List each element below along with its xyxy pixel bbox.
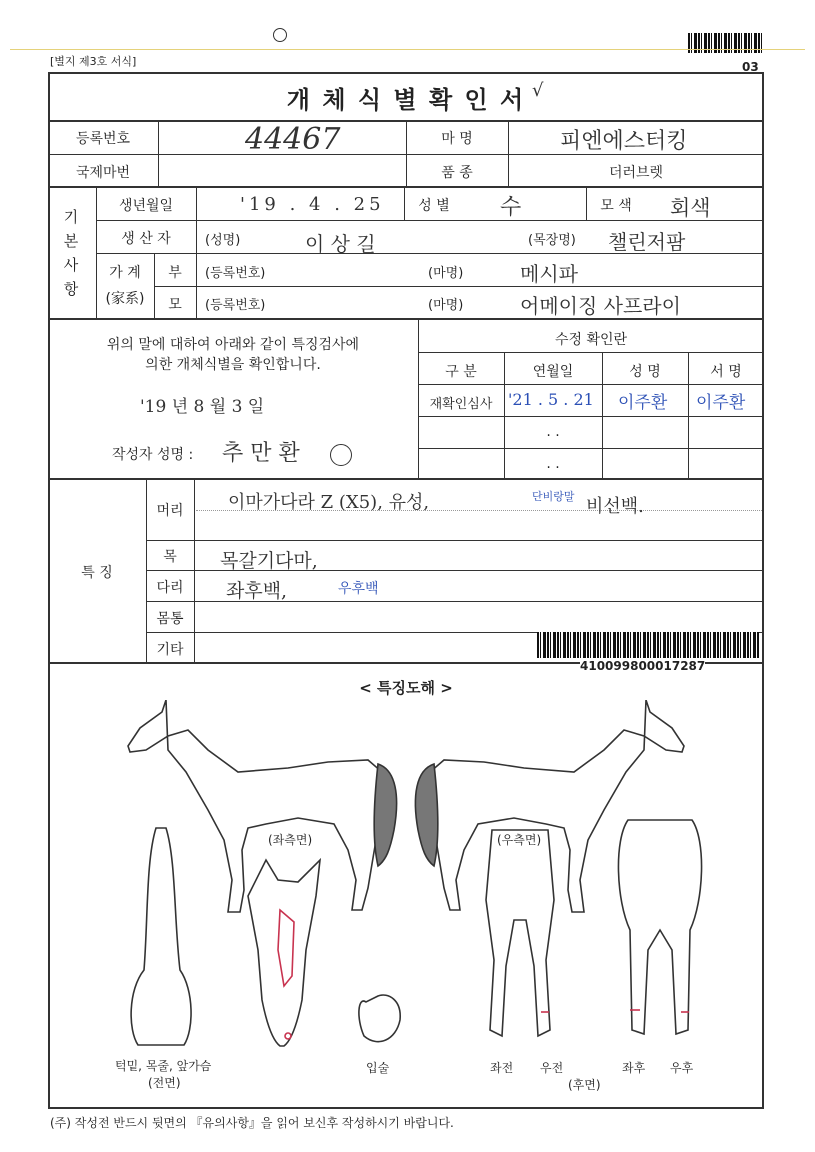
- recheck-name: 이주환: [618, 393, 668, 413]
- top-rule: [10, 49, 805, 50]
- leg-add: 우후백: [338, 581, 379, 597]
- head-add1: 단비랑말: [532, 490, 575, 503]
- basic-section-label: 기본사항: [63, 208, 79, 298]
- color-value: 회색: [670, 196, 711, 220]
- recheck-date: '21 . 5 . 21: [508, 390, 594, 409]
- rear-right-label: 우후: [670, 1061, 694, 1075]
- dam-value: 어메이징 사프라이: [520, 294, 681, 318]
- statement-line2: 의한 개체식별을 확인합니다.: [145, 357, 321, 373]
- page-code: 03: [742, 60, 759, 74]
- col-sign: 서 명: [710, 364, 742, 380]
- etc-label: 기타: [156, 642, 184, 658]
- sire-reg-label: (등록번호): [205, 266, 266, 281]
- producer-name-label: (성명): [205, 233, 241, 248]
- col-date: 연월일: [532, 364, 574, 380]
- dob-value: '19 . 4 . 25: [240, 194, 385, 215]
- left-side-horse-outline: [128, 700, 397, 912]
- intl-no-label: 국제마번: [75, 165, 131, 181]
- top-barcode: [688, 33, 764, 53]
- head-add2: 비선백.: [586, 496, 644, 517]
- right-side-label: (우측면): [497, 833, 542, 847]
- breed-value: 더러브렛: [608, 165, 664, 181]
- family-label: 가 계: [109, 265, 141, 281]
- empty-date-1: . .: [546, 424, 560, 440]
- dam-label: 모: [168, 297, 182, 313]
- revision-title: 수정 확인란: [554, 332, 628, 348]
- author-value: 추 만 환: [222, 441, 300, 466]
- front-legs-outline: [486, 830, 554, 1036]
- breed-label: 품 종: [441, 165, 473, 181]
- dam-horse-label: (마명): [428, 298, 464, 313]
- lips-label: 입술: [366, 1061, 390, 1075]
- producer-name-value: 이 상 길: [305, 232, 376, 256]
- diagram-title: < 특징도해 >: [359, 679, 453, 697]
- form-number: [별지 제3호 서식]: [50, 55, 137, 68]
- head-label: 머리: [156, 503, 184, 519]
- front-caption-2: (전면): [148, 1076, 181, 1090]
- barcode-number: 410099800017287: [580, 659, 706, 673]
- horse-diagram: [48, 700, 764, 1090]
- sire-label: 부: [168, 265, 182, 281]
- reg-no-value: 44467: [245, 122, 341, 157]
- front-caption-1: 턱밑, 목줄, 앞가슴: [115, 1059, 212, 1073]
- leg-value: 좌후백,: [226, 580, 288, 602]
- front-right-label: 우전: [540, 1061, 564, 1075]
- features-section-label: 특 징: [81, 565, 113, 581]
- sex-value: 수: [500, 195, 522, 220]
- sire-value: 메시파: [520, 262, 578, 286]
- neck-value: 목갈기다마,: [220, 550, 318, 572]
- producer-label: 생 산 자: [121, 231, 171, 247]
- horse-name-label: 마 명: [441, 131, 473, 147]
- left-side-label: (좌측면): [268, 833, 313, 847]
- sex-label: 성 별: [418, 198, 450, 214]
- rear-caption: (후면): [568, 1078, 601, 1092]
- page-title: 개 체 식 별 확 인 서: [286, 86, 526, 114]
- empty-date-2: . .: [546, 456, 560, 472]
- right-side-horse-outline: [415, 700, 684, 912]
- body-label: 몸통: [156, 611, 184, 627]
- author-label: 작성자 성명 :: [112, 447, 194, 463]
- head-front-outline: [248, 860, 320, 1046]
- col-type: 구 분: [445, 364, 477, 380]
- lips-outline: [359, 995, 400, 1042]
- color-label: 모 색: [600, 198, 632, 214]
- dob-label: 생년월일: [118, 198, 174, 214]
- front-neck-outline: [131, 828, 191, 1045]
- sire-horse-label: (마명): [428, 266, 464, 281]
- author-seal: [330, 444, 352, 466]
- neck-label: 목: [163, 549, 177, 565]
- recheck-sign: 이주환: [696, 393, 746, 413]
- dam-reg-label: (등록번호): [205, 298, 266, 313]
- rear-left-label: 좌후: [622, 1061, 646, 1075]
- punch-hole: [273, 28, 287, 42]
- features-barcode: [537, 632, 759, 658]
- family-hanja: (家系): [105, 291, 145, 307]
- footer-note: (주) 작성전 반드시 뒷면의 『유의사항』을 읽어 보신후 작성하시기 바랍니다.: [50, 1116, 454, 1130]
- reg-no-label: 등록번호: [75, 131, 131, 147]
- rear-legs-outline: [618, 820, 701, 1034]
- head-value: 이마가다라 Z (X5), 유성,: [228, 492, 430, 513]
- leg-label: 다리: [156, 580, 184, 596]
- col-name: 성 명: [629, 364, 661, 380]
- front-left-label: 좌전: [490, 1061, 514, 1075]
- statement-line1: 위의 말에 대하여 아래와 같이 특징검사에: [106, 337, 360, 353]
- farm-value: 챌린저팜: [608, 230, 686, 254]
- farm-label: (목장명): [528, 233, 576, 248]
- horse-name-value: 피엔에스터킹: [560, 129, 688, 154]
- recheck-label: 재확인심사: [429, 397, 493, 412]
- confirm-date: '19 년 8 월 3 일: [140, 397, 265, 417]
- check-mark: √: [532, 80, 544, 101]
